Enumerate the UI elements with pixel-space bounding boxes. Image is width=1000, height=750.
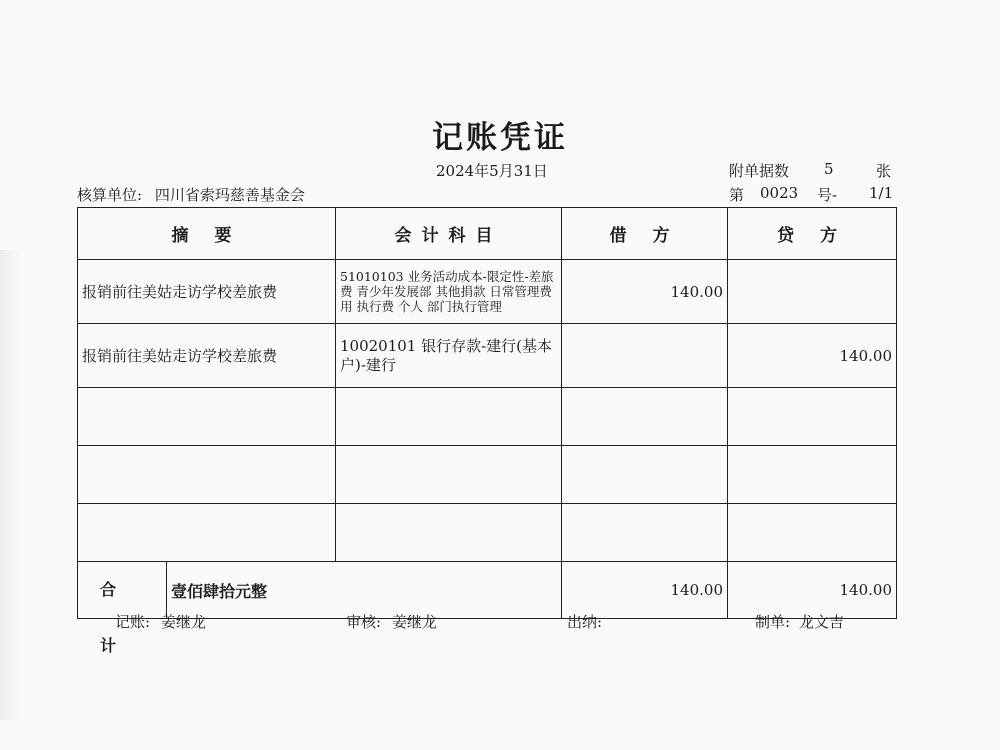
table-header xyxy=(78,208,897,260)
cashier-label: 出纳: xyxy=(567,613,603,631)
entry-account: 10020101 银行存款-建行(基本户)-建行 xyxy=(336,324,562,388)
entry-debit: 140.00 xyxy=(562,260,728,324)
header-account: 会计科目 xyxy=(336,208,562,260)
empty-row xyxy=(78,446,897,504)
total-row xyxy=(78,562,897,619)
cashier-signature xyxy=(567,611,602,632)
bookkeeper-name: 姜继龙 xyxy=(160,613,206,631)
auditor-label: 审核: xyxy=(346,613,382,631)
entry-summary: 报销前往美姑走访学校差旅费 xyxy=(78,324,336,388)
entry-summary: 报销前往美姑走访学校差旅费 xyxy=(78,260,336,324)
voucher-prefix: 第 xyxy=(729,186,745,204)
voucher-suffix: 号- xyxy=(817,186,838,204)
header-debit: 借 方 xyxy=(562,208,728,260)
bookkeeper-label: 记账: xyxy=(115,613,151,631)
accounting-unit xyxy=(77,184,305,205)
voucher-no: 0023 xyxy=(760,184,799,202)
table-row xyxy=(78,260,897,324)
entry-account: 51010103 业务活动成本-限定性-差旅费 青少年发展部 其他捐款 日常管理费用 执行费 个人 部门执行管理 xyxy=(336,260,562,324)
preparer-label: 制单: xyxy=(755,613,791,631)
auditor-name: 姜继龙 xyxy=(391,613,437,631)
unit-label: 核算单位: xyxy=(77,186,143,204)
preparer-name: 龙文吉 xyxy=(798,613,844,631)
total-label: 合 计 xyxy=(78,562,167,618)
table-row xyxy=(78,324,897,388)
entry-credit: 140.00 xyxy=(728,324,897,388)
document-title: 记账凭证 xyxy=(432,120,568,156)
header-credit: 贷 方 xyxy=(728,208,897,260)
unit-name: 四川省索玛慈善基金会 xyxy=(154,186,305,204)
auditor-signature xyxy=(346,611,437,632)
scan-shadow xyxy=(0,250,22,720)
voucher-page: 1/1 xyxy=(869,184,894,202)
bookkeeper-signature xyxy=(115,611,206,632)
total-amount-words: 壹佰肆拾元整 xyxy=(171,581,268,601)
entry-credit xyxy=(728,260,897,324)
attachment-unit: 张 xyxy=(876,162,892,180)
attachment-label: 附单据数 xyxy=(729,162,790,180)
preparer-signature xyxy=(755,611,844,632)
entry-debit xyxy=(562,324,728,388)
empty-row xyxy=(78,504,897,562)
empty-row xyxy=(78,388,897,446)
total-credit: 140.00 xyxy=(728,562,897,619)
header-summary: 摘 要 xyxy=(78,208,336,260)
total-debit: 140.00 xyxy=(562,562,728,619)
voucher-date: 2024年5月31日 xyxy=(436,162,548,180)
attachment-number: 5 xyxy=(824,160,834,178)
